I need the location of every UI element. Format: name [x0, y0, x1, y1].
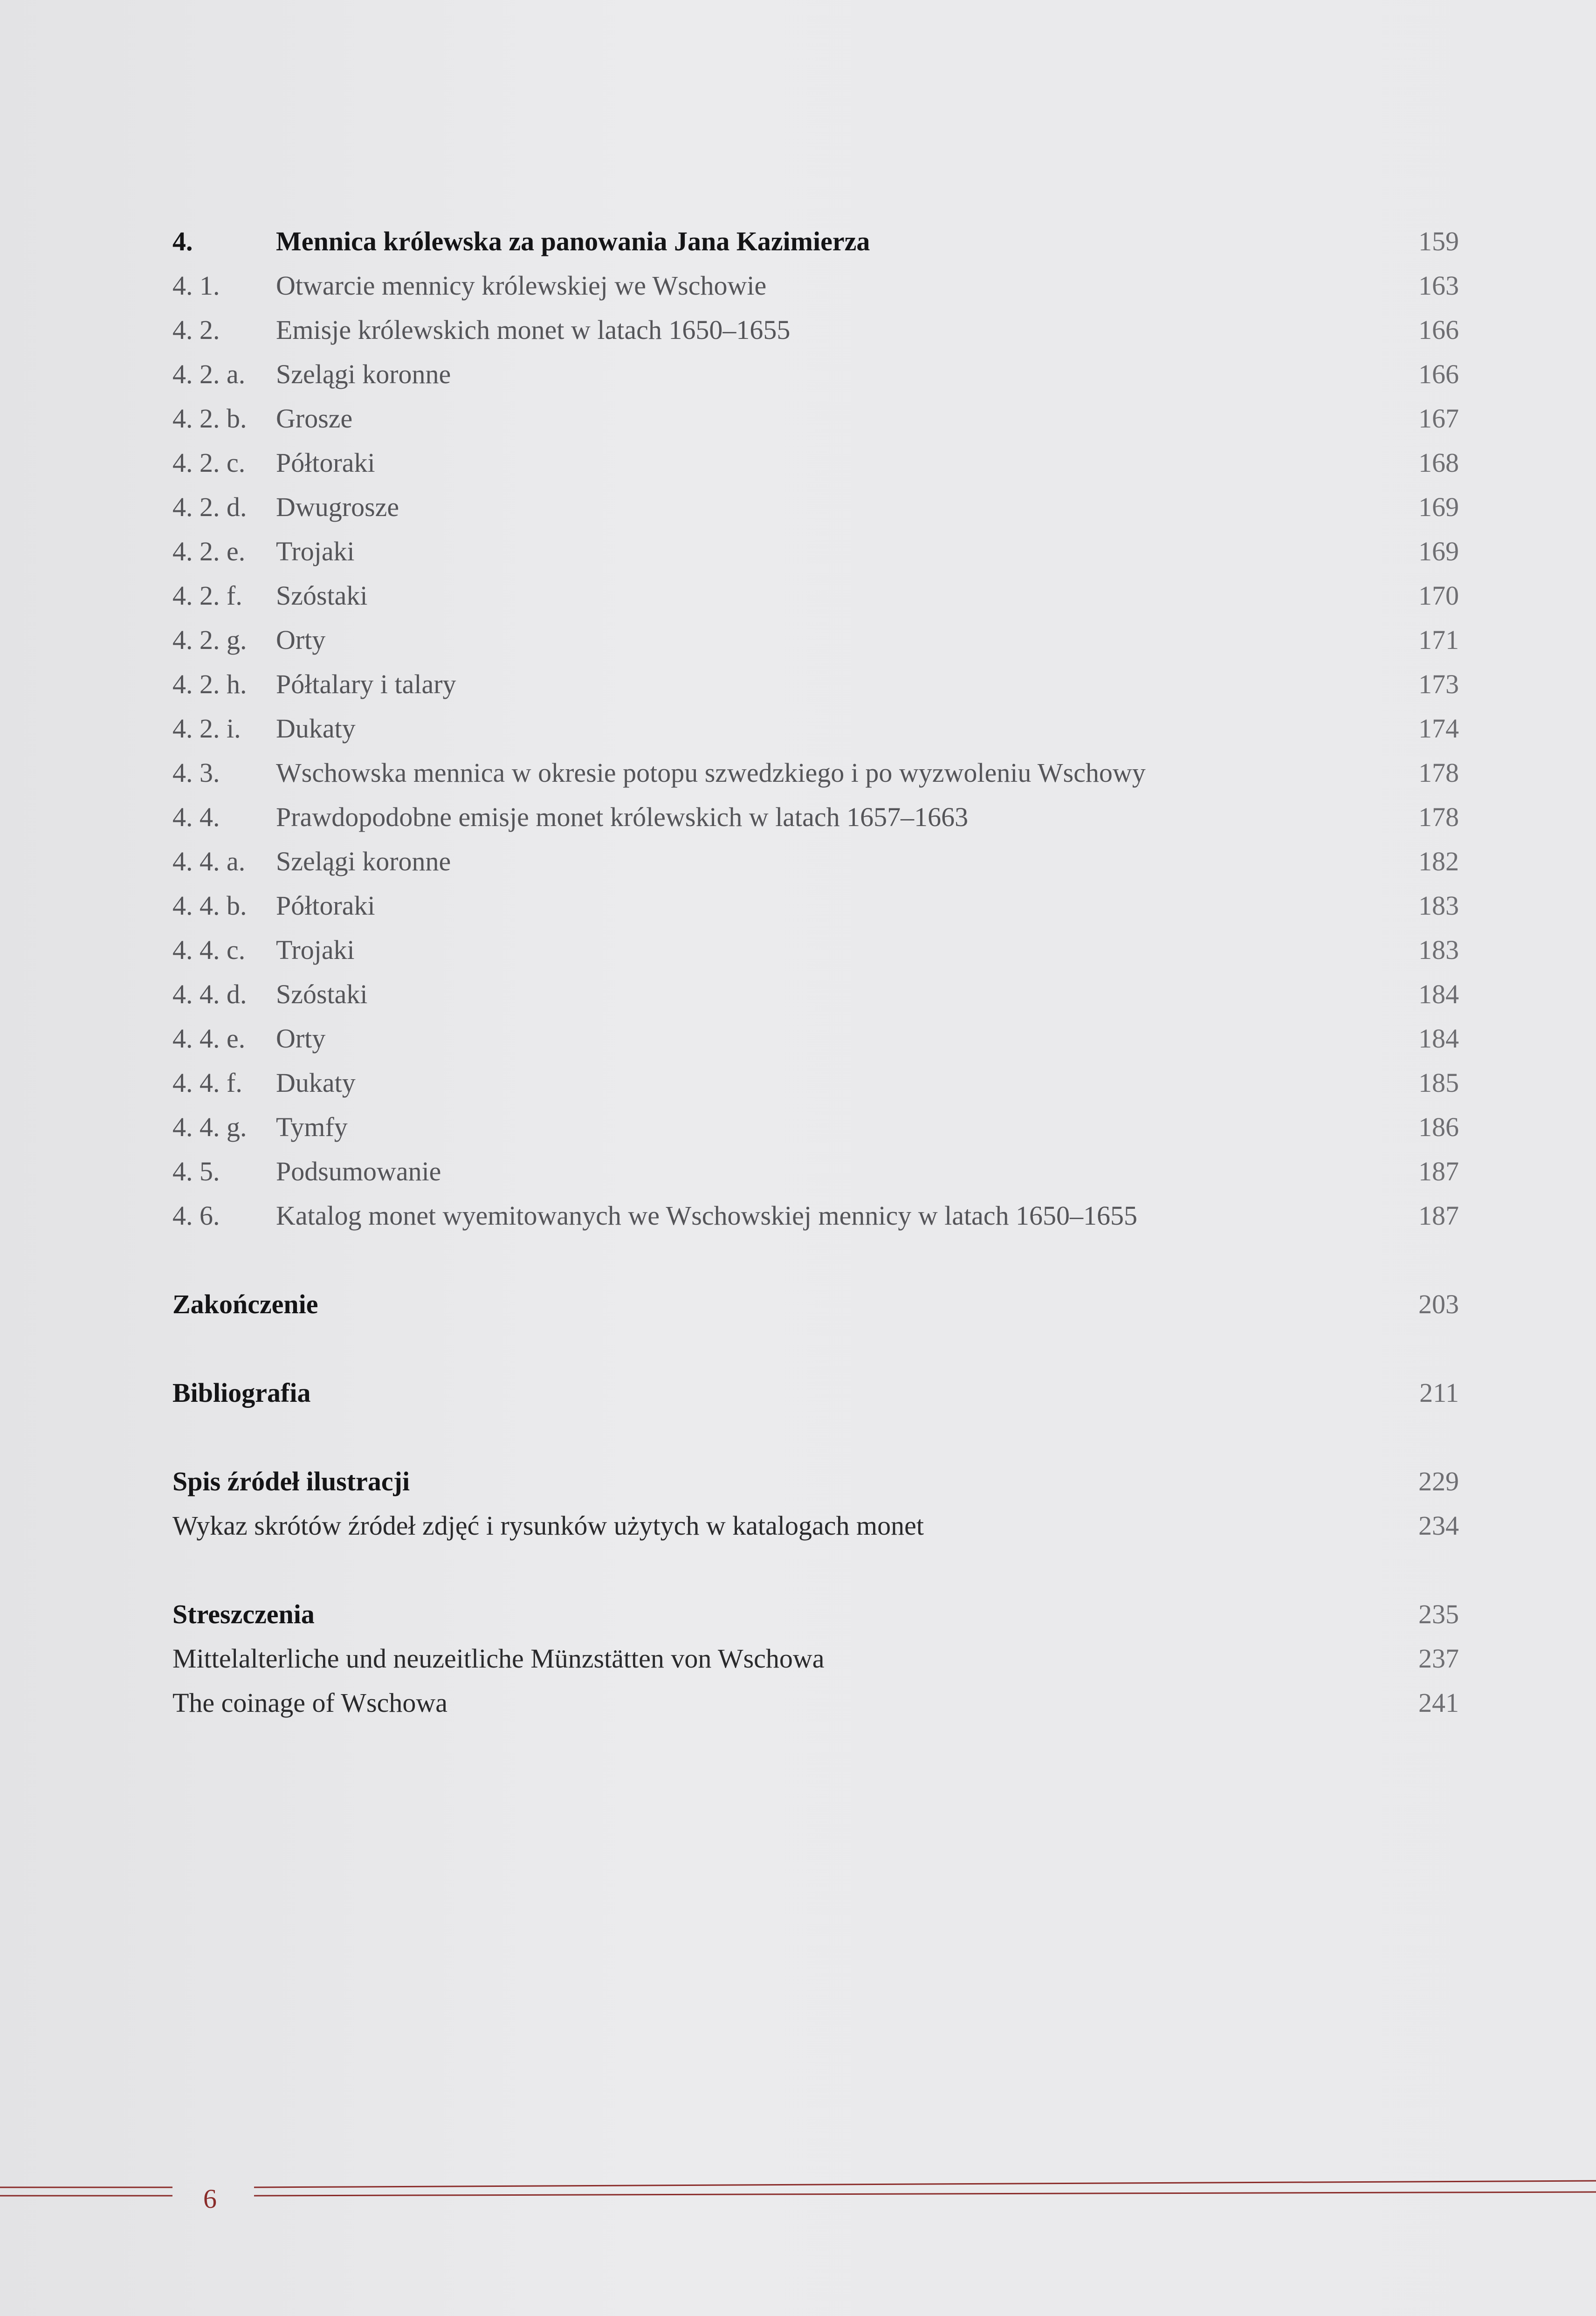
- entry-page: 184: [1418, 1023, 1459, 1054]
- entry-page: 170: [1418, 580, 1459, 611]
- entry-title: Grosze: [276, 403, 353, 434]
- toc-entry: [172, 352, 1459, 396]
- entry-page: 171: [1418, 625, 1459, 655]
- entry-title: Orty: [276, 1023, 326, 1054]
- entry-number: 4. 4. c.: [172, 935, 246, 965]
- toc-entry: [172, 485, 1459, 529]
- entry-title: Wschowska mennica w okresie potopu szwedzkiego i po wyzwoleniu Wschowy: [276, 758, 1146, 788]
- entry-title: Szelągi koronne: [276, 359, 451, 389]
- entry-number: 4. 4.: [172, 802, 220, 832]
- entry-title: Podsumowanie: [276, 1156, 441, 1186]
- entry-page: 182: [1418, 846, 1459, 876]
- entry-page: 166: [1418, 359, 1459, 389]
- entry-title: Półtoraki: [276, 890, 375, 921]
- entry-page: 163: [1418, 270, 1459, 301]
- entry-title: Szóstaki: [276, 580, 368, 611]
- footer-rule-right-bottom: [254, 2192, 1596, 2196]
- toc-entry: [172, 751, 1459, 795]
- section-page: 211: [1419, 1378, 1459, 1408]
- toc-entry: [172, 529, 1459, 573]
- section-page: 234: [1418, 1510, 1459, 1541]
- toc-entry: [172, 618, 1459, 662]
- toc-entry: [172, 972, 1459, 1016]
- entry-number: 4. 4. e.: [172, 1023, 246, 1054]
- page-number: 6: [203, 2184, 217, 2214]
- entry-title: Szelągi koronne: [276, 846, 451, 876]
- section-bibliografia: [172, 1371, 1459, 1415]
- entry-number: 4. 2. c.: [172, 448, 246, 478]
- toc-entry: [172, 396, 1459, 441]
- entry-title: Katalog monet wyemitowanych we Wschowskiej mennicy w latach 1650–1655: [276, 1200, 1138, 1231]
- spacer: [172, 1548, 1459, 1592]
- entry-page: 185: [1418, 1068, 1459, 1098]
- page-footer: [0, 2168, 1596, 2224]
- entry-title: Dukaty: [276, 1068, 356, 1098]
- toc-entry: [172, 1016, 1459, 1061]
- entry-title: Tymfy: [276, 1112, 348, 1142]
- entry-number: 4. 4. b.: [172, 890, 247, 921]
- toc-entry: [172, 263, 1459, 308]
- entry-page: 187: [1418, 1156, 1459, 1186]
- entry-page: 169: [1418, 492, 1459, 522]
- entry-number: 4. 2. b.: [172, 403, 247, 434]
- section-page: 235: [1418, 1599, 1459, 1629]
- toc-entry: [172, 1193, 1459, 1238]
- entry-title: Szóstaki: [276, 979, 368, 1009]
- entry-number: 4. 3.: [172, 758, 220, 788]
- section-english-summary: [172, 1681, 1459, 1725]
- spacer: [172, 1415, 1459, 1459]
- entry-title: Otwarcie mennicy królewskiej we Wschowie: [276, 270, 767, 301]
- section-german-summary: [172, 1636, 1459, 1681]
- entry-page: 183: [1418, 890, 1459, 921]
- section-page: 237: [1418, 1643, 1459, 1674]
- entry-number: 4. 2. f.: [172, 580, 242, 611]
- entry-number: 4. 2. a.: [172, 359, 246, 389]
- entry-number: 4. 4. d.: [172, 979, 247, 1009]
- toc-entry: [172, 573, 1459, 618]
- entry-title: Orty: [276, 625, 326, 655]
- section-title: Wykaz skrótów źródeł zdjęć i rysunków użytych w katalogach monet: [172, 1510, 924, 1541]
- section-page: 229: [1418, 1466, 1459, 1496]
- section-streszczenia: [172, 1592, 1459, 1636]
- toc-entry: [172, 308, 1459, 352]
- entry-number: 4. 6.: [172, 1200, 220, 1231]
- toc-entry: [172, 1105, 1459, 1149]
- section-title: Mittelalterliche und neuzeitliche Münzstätten von Wschowa: [172, 1643, 825, 1674]
- entry-number: 4. 4. f.: [172, 1068, 242, 1098]
- entry-page: 174: [1418, 713, 1459, 744]
- entry-number: 4. 1.: [172, 270, 220, 301]
- entry-page: 184: [1418, 979, 1459, 1009]
- entry-page: 169: [1418, 536, 1459, 566]
- entry-number: 4. 5.: [172, 1156, 220, 1186]
- entry-title: Prawdopodobne emisje monet królewskich w latach 1657–1663: [276, 802, 969, 832]
- entry-title: Półtoraki: [276, 448, 375, 478]
- entry-number: 4. 2.: [172, 315, 220, 345]
- section-title: Bibliografia: [172, 1378, 311, 1408]
- entry-title: Trojaki: [276, 536, 355, 566]
- toc-entry: [172, 795, 1459, 839]
- entry-page: 186: [1418, 1112, 1459, 1142]
- toc-entry: [172, 928, 1459, 972]
- entry-page: 166: [1418, 315, 1459, 345]
- spacer: [172, 1238, 1459, 1282]
- entry-number: 4. 2. i.: [172, 713, 241, 744]
- entry-page: 168: [1418, 448, 1459, 478]
- toc-entry: [172, 1061, 1459, 1105]
- entry-page: 178: [1418, 758, 1459, 788]
- chapter-page: 159: [1418, 226, 1459, 256]
- chapter-number: 4.: [172, 226, 193, 256]
- footer-rule-right-top: [254, 2181, 1596, 2187]
- section-spis: [172, 1459, 1459, 1503]
- section-page: 241: [1418, 1688, 1459, 1718]
- entry-number: 4. 2. e.: [172, 536, 246, 566]
- section-title: Streszczenia: [172, 1599, 315, 1629]
- entry-number: 4. 4. g.: [172, 1112, 247, 1142]
- section-page: 203: [1418, 1289, 1459, 1319]
- entry-page: 178: [1418, 802, 1459, 832]
- entry-number: 4. 2. h.: [172, 669, 247, 699]
- entry-number: 4. 2. g.: [172, 625, 247, 655]
- chapter-title: Mennica królewska za panowania Jana Kazimierza: [276, 226, 870, 256]
- toc-entry: [172, 441, 1459, 485]
- table-of-contents: [172, 219, 1459, 1725]
- entry-page: 173: [1418, 669, 1459, 699]
- section-title: The coinage of Wschowa: [172, 1688, 447, 1718]
- toc-entry: [172, 706, 1459, 751]
- section-zakonczenie: [172, 1282, 1459, 1326]
- entry-title: Trojaki: [276, 935, 355, 965]
- spacer: [172, 1326, 1459, 1371]
- entry-page: 187: [1418, 1200, 1459, 1231]
- entry-page: 167: [1418, 403, 1459, 434]
- entry-title: Dukaty: [276, 713, 356, 744]
- section-title: Spis źródeł ilustracji: [172, 1466, 410, 1496]
- section-title: Zakończenie: [172, 1289, 318, 1319]
- toc-entry: [172, 662, 1459, 706]
- footer-rules: [0, 2168, 1596, 2224]
- entry-title: Dwugrosze: [276, 492, 399, 522]
- entry-title: Półtalary i talary: [276, 669, 456, 699]
- chapter-heading: [172, 219, 1459, 263]
- toc-entry: [172, 883, 1459, 928]
- section-wykaz: [172, 1503, 1459, 1548]
- entry-page: 183: [1418, 935, 1459, 965]
- entry-number: 4. 2. d.: [172, 492, 247, 522]
- toc-entry: [172, 1149, 1459, 1193]
- entry-title: Emisje królewskich monet w latach 1650–1655: [276, 315, 791, 345]
- entry-number: 4. 4. a.: [172, 846, 246, 876]
- toc-entry: [172, 839, 1459, 883]
